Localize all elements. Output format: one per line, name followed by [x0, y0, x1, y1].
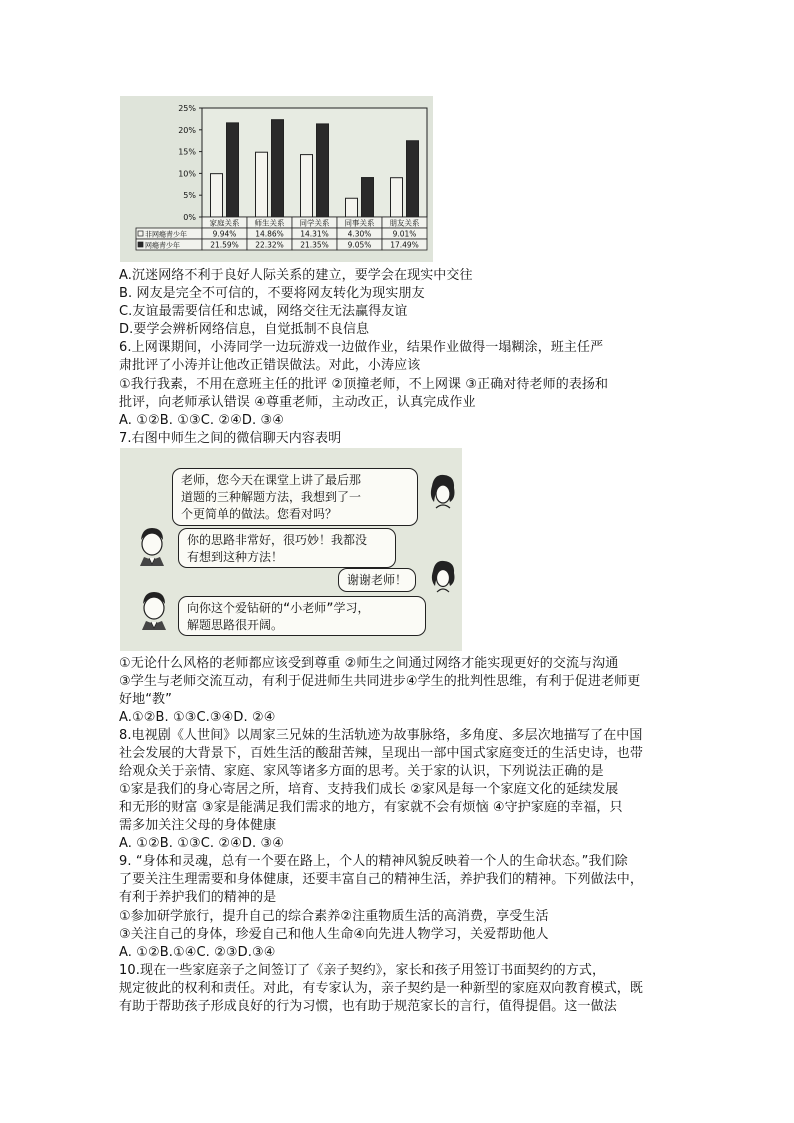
- student-avatar-2: [426, 558, 458, 596]
- data-label: 9.05%: [347, 240, 372, 250]
- q7-statements-line-3: 好地“教”: [119, 692, 172, 707]
- q8-statements-line-1: ①家是我们的身心寄居之所，培育、支持我们成长 ②家风是每一个家庭文化的延续发展: [119, 782, 619, 797]
- legend-label: 非网瘾青少年: [145, 230, 187, 239]
- q10-stem-line-2: 规定彼此的权利和责任。对此，有专家认为，亲子契约是一种新型的家庭双向教育模式，既: [119, 981, 644, 996]
- data-label: 14.31%: [300, 229, 329, 239]
- legend-label: 网瘾青少年: [145, 241, 180, 250]
- q6-stem-line-2: 肃批评了小涛并让他改正错误做法。对此，小涛应该: [119, 358, 421, 373]
- bubble-1-line-3: 个更简单的做法。您看对吗？: [181, 507, 338, 521]
- q7-answers: A.①②B. ①③C.③④D. ②④: [119, 710, 276, 725]
- y-tick-label: 10%: [178, 169, 196, 179]
- data-label: 9.94%: [212, 229, 237, 239]
- q9-statements-line-2: ③关注自己的身体，珍爱自己和他人生命④向先进人物学习，关爱帮助他人: [119, 927, 549, 942]
- wechat-comic: [120, 448, 462, 651]
- bar: [407, 141, 419, 217]
- q6-statements-line-1: ①我行我素，不用在意班主任的批评 ②顶撞老师，不上网课 ③正确对待老师的表扬和: [119, 377, 609, 392]
- data-label: 14.86%: [255, 229, 284, 239]
- student-message-bubble: [172, 468, 418, 526]
- q5-option-a: A.沉迷网络不利于良好人际关系的建立，要学会在现实中交往: [119, 268, 473, 283]
- y-tick-label: 15%: [178, 147, 196, 157]
- q8-stem-line-3: 给观众关于亲情、家庭、家风等诸多方面的思考。关于家的认识，下列说法正确的是: [119, 764, 604, 779]
- q7-statements-line-1: ①无论什么风格的老师都应该受到尊重 ②师生之间通过网络才能实现更好的交流与沟通: [119, 656, 619, 671]
- q10-stem-line-1: 10.现在一些家庭亲子之间签订了《亲子契约》，家长和孩子用签订书面契约的方式，: [119, 963, 606, 978]
- q6-answers: A. ①②B. ①③C. ②④D. ③④: [119, 413, 284, 428]
- bar-chart-svg: [120, 96, 433, 262]
- category-label: 家庭关系: [209, 218, 240, 228]
- category-label: 师生关系: [254, 218, 285, 228]
- bar: [211, 174, 223, 217]
- q7-stem: 7.右图中师生之间的微信聊天内容表明: [119, 431, 342, 446]
- data-label: 17.49%: [390, 240, 419, 250]
- q8-statements-line-2: 和无形的财富 ③家是能满足我们需求的地方，有家就不会有烦恼 ④守护家庭的幸福，只: [119, 800, 623, 815]
- bar: [256, 152, 268, 217]
- bar: [391, 178, 403, 217]
- bubble-4-line-1: 向你这个爱钻研的“小老师”学习，: [187, 601, 370, 615]
- q8-answers: A. ①②B. ①③C. ②④D. ③④: [119, 836, 284, 851]
- category-label: 同学关系: [299, 218, 330, 228]
- legend-swatch: [138, 242, 143, 247]
- student-thanks-bubble: [338, 568, 416, 592]
- q8-stem-line-2: 社会发展的大背景下，百姓生活的酸甜苦辣，呈现出一部中国式家庭变迁的生活史诗，也带: [119, 746, 644, 761]
- bar: [362, 178, 374, 217]
- student-avatar: [424, 472, 458, 512]
- q7-statements-line-2: ③学生与老师交流互动，有利于促进师生共同进步④学生的批判性思维，有利于促进老师更: [119, 674, 641, 689]
- bar: [272, 120, 284, 217]
- data-label: 22.32%: [255, 240, 284, 250]
- q9-stem-line-3: 有利于养护我们的精神的是: [119, 890, 277, 905]
- data-label: 21.35%: [300, 240, 329, 250]
- q9-stem-line-2: 了要关注生理需要和身体健康，还要丰富自己的精神生活，养护我们的精神。下列做法中，: [119, 872, 644, 887]
- bubble-1-line-1: 老师，您今天在课堂上讲了最后那: [181, 473, 362, 487]
- y-tick-label: 25%: [178, 104, 196, 113]
- bubble-2-line-1: 你的思路非常好，很巧妙！我都没: [187, 533, 368, 547]
- q8-stem-line-1: 8.电视剧《人世间》以周家三兄妹的生活轨迹为故事脉络，多角度、多层次地描写了在中国: [119, 728, 643, 743]
- teacher-avatar-2: [136, 588, 172, 630]
- q5-option-b: B. 网友是完全不可信的，不要将网友转化为现实朋友: [119, 286, 425, 301]
- teacher-avatar: [134, 524, 170, 566]
- bar-chart: [120, 96, 433, 262]
- category-label: 朋友关系: [389, 218, 420, 228]
- bubble-3-line-1: 谢谢老师！: [347, 573, 408, 587]
- q9-statements-line-1: ①参加研学旅行，提升自己的综合素养②注重物质生活的高消费，享受生活: [119, 909, 549, 924]
- q6-statements-line-2: 批评，向老师承认错误 ④尊重老师，主动改正，认真完成作业: [119, 395, 476, 410]
- data-label: 4.30%: [347, 229, 372, 239]
- y-tick-label: 5%: [183, 191, 196, 201]
- q9-stem-line-1: 9. “身体和灵魂，总有一个要在路上，个人的精神风貌反映着一个人的生命状态。”我们除: [119, 854, 628, 869]
- y-tick-label: 20%: [178, 125, 196, 135]
- bubble-2-line-2: 有想到这种方法！: [187, 550, 284, 564]
- y-tick-label: 0%: [183, 213, 196, 222]
- q10-stem-line-3: 有助于帮助孩子形成良好的行为习惯，也有助于规范家长的言行，值得提倡。这一做法: [119, 999, 617, 1014]
- data-label: 9.01%: [392, 229, 417, 239]
- bubble-1-line-2: 道题的三种解题方法，我想到了一: [181, 490, 362, 504]
- q9-answers: A. ①②B.①④C. ②③D.③④: [119, 945, 276, 960]
- bubble-4-line-2: 解题思路很开阔。: [187, 618, 284, 632]
- q6-stem-line-1: 6.上网课期间，小涛同学一边玩游戏一边做作业，结果作业做得一塌糊涂，班主任严: [119, 340, 604, 355]
- teacher-reply-bubble: [178, 528, 396, 568]
- q5-option-c: C.友谊最需要信任和忠诚，网络交往无法赢得友谊: [119, 304, 408, 319]
- data-label: 21.59%: [210, 240, 239, 250]
- bar: [227, 123, 239, 217]
- bar: [301, 155, 313, 217]
- bar: [317, 124, 329, 217]
- bar: [346, 198, 358, 217]
- legend-swatch: [138, 231, 143, 236]
- q5-option-d: D.要学会辨析网络信息，自觉抵制不良信息: [119, 322, 370, 337]
- q8-statements-line-3: 需多加关注父母的身体健康: [119, 818, 277, 833]
- category-label: 同事关系: [344, 218, 375, 228]
- teacher-praise-bubble: [178, 596, 426, 636]
